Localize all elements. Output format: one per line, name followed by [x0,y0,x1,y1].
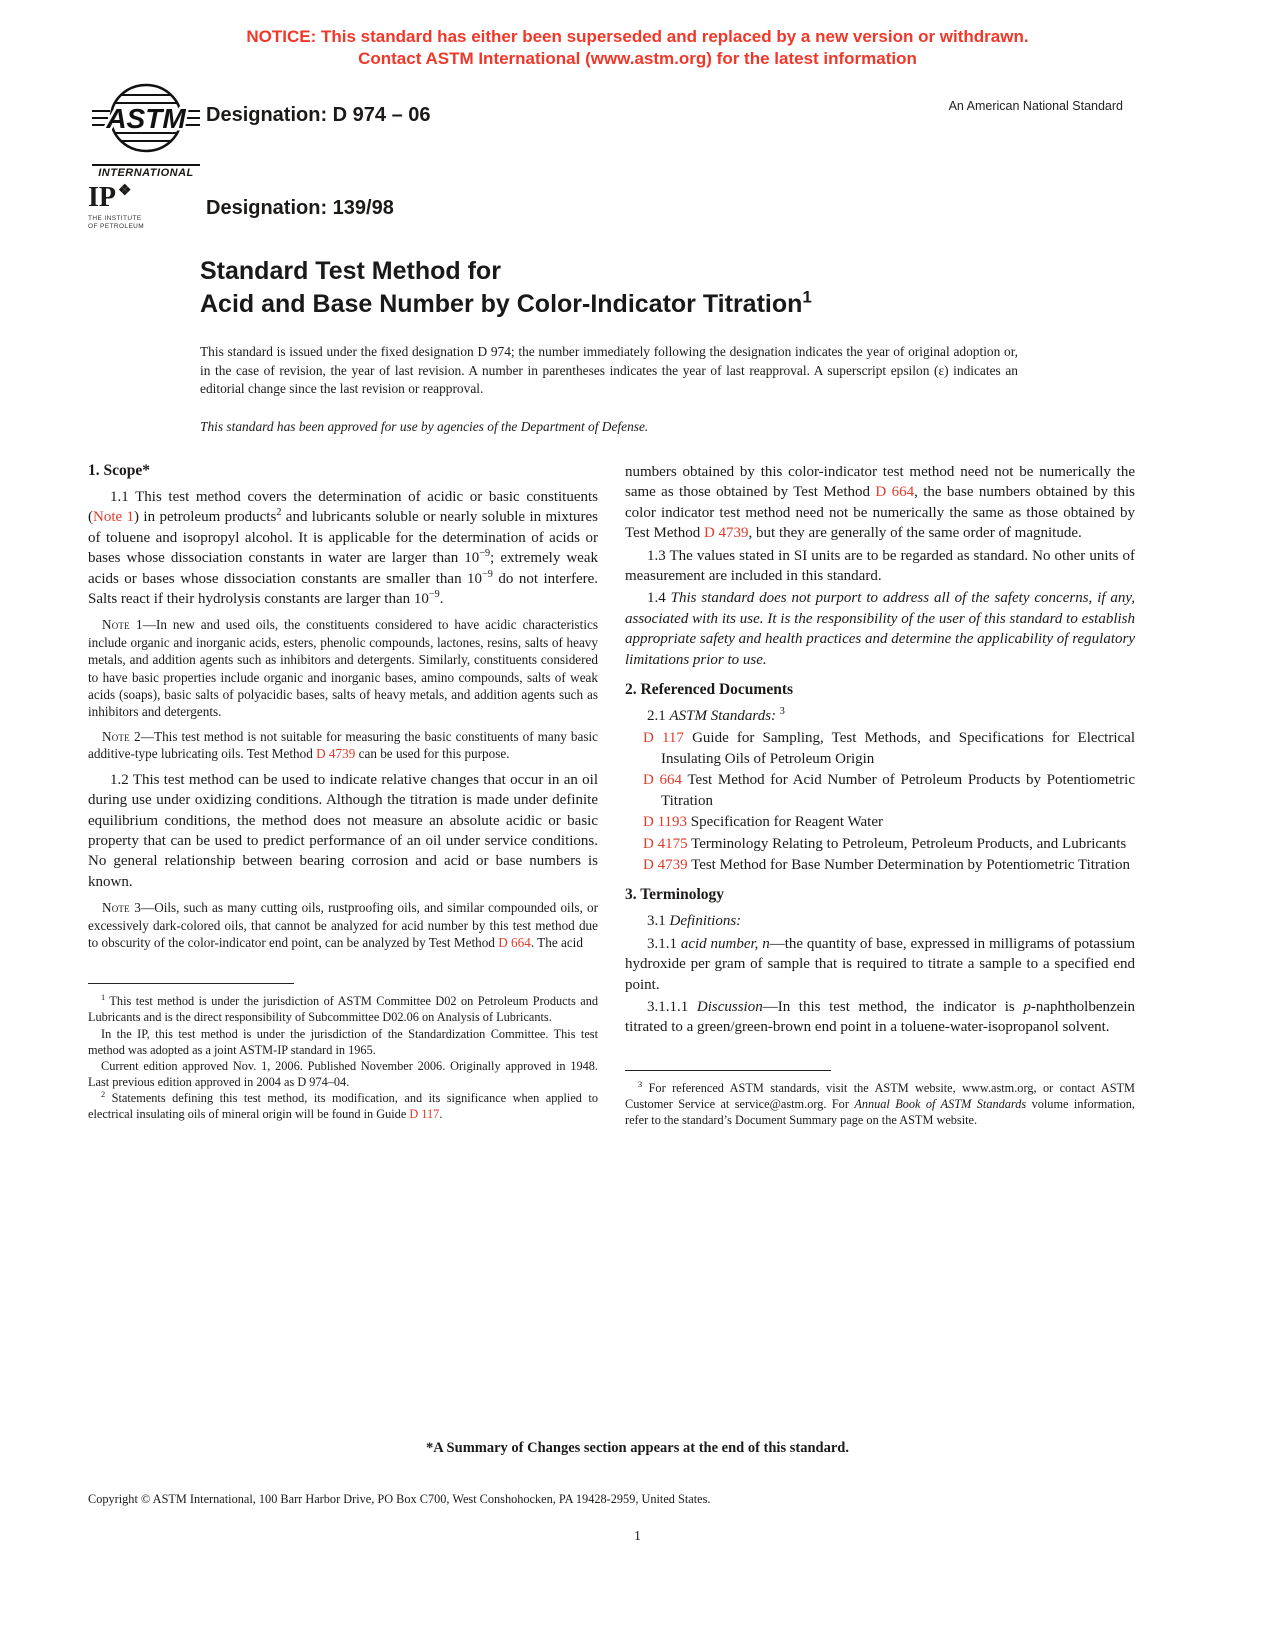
document-title [200,255,812,321]
title-line-2 [200,288,812,321]
superscript: −9 [479,548,491,560]
text-segment: —the quantity of base, expressed in milligrams of potassium hydroxide per gram of sample that is required to titrate a sample to a specified end point. [625,935,1135,993]
ip-logo [88,184,144,231]
text-segment: ) in petroleum products [134,509,277,526]
supersession-notice [0,26,1275,70]
footnotes-left [88,983,598,1122]
note-label: Note 1 [102,617,143,633]
italic-text: p [1023,998,1031,1015]
national-standard-label: An American National Standard [948,99,1123,113]
paragraph-note3-continuation [625,462,1135,544]
text-segment: This test method is under the jurisdiction of ASTM Committee D02 on Petroleum Products and Lubricants and is the direct responsibility of Subcommittee D02.06 on Analysis of Lubricants. [88,994,598,1025]
text-segment: and lubricants soluble or nearly soluble in mixtures of toluene and isopropyl alcohol. It is applicable for the determination of acids or bases whose dissociation constants in water are larger than 10 [88,509,598,567]
footnote-1-continuation-edition: Current edition approved Nov. 1, 2006. Published November 2006. Originally approved in 1948. Last previous edition approved in 2004 as D 974–04. [88,1058,598,1089]
text-segment: . [439,591,444,608]
referenced-doc-item-d117 [625,728,1135,769]
right-column [625,462,1135,1128]
text-segment: Terminology Relating to Petroleum, Petroleum Products, and Lubricants [687,835,1127,852]
footnote-1 [88,993,598,1025]
dod-approval-note: This standard has been approved for use by agencies of the Department of Defense. [200,419,649,434]
heading-referenced-documents: 2. Referenced Documents [625,681,794,699]
paragraph-3-1-1-1 [625,997,1135,1038]
text-segment: 3.1.1.1 [647,998,697,1015]
note-3 [88,899,598,951]
two-column-body [88,462,1135,1128]
superscript: 3 [779,706,785,718]
text-segment: Specification for Reagent Water [687,814,883,831]
text-segment: , the base numbers obtained by this color indicator test method need not be numerically the same as those obtained by Test Method [625,484,1135,542]
footnote-rule [625,1070,831,1071]
paragraph-3-1-1 [625,934,1135,995]
ip-institute-label [88,215,144,231]
note-2 [88,728,598,763]
note-1 [88,616,598,720]
designation-astm: Designation: D 974 – 06 [206,104,431,126]
text-segment: —Oils, such as many cutting oils, rustproofing oils, and similar compounded oils, or excessively dark-colored oils, that cannot be analyzed for acid number by this test method due to obscurity of the color-indicator end point, can be analyzed by Test Method [88,900,598,950]
standard-ref-link[interactable]: D 4739 [316,746,356,762]
astm-logo-text: ASTM [106,103,186,134]
heading-scope: 1. Scope* [88,462,150,479]
standard-ref-link[interactable]: Note 1 [93,509,135,526]
paragraph-1-3: 1.3 The values stated in SI units are to be regarded as standard. No other units of measurement are included in this standard. [625,547,1135,585]
standard-ref-link[interactable]: D 664 [875,484,915,501]
astm-logo [92,82,200,179]
referenced-doc-item-d4739 [625,855,1135,875]
heading-terminology: 3. Terminology [625,886,725,904]
superscript: −9 [482,568,493,580]
text-segment: 1.1 This test method covers the determination of acidic or basic constituents ( [88,489,598,526]
referenced-doc-item-d1193 [625,812,1135,832]
footnotes-right [625,1070,1135,1128]
page-number: 1 [634,1528,641,1543]
ip-logo-text: IP [88,182,116,213]
note-label: Note 2 [102,728,141,744]
notice-line-2: Contact ASTM International (www.astm.org) for the latest information [358,49,917,68]
italic-text: ASTM Standards: [669,708,777,725]
standard-ref-link[interactable]: D 117 [409,1107,440,1121]
standard-ref-link[interactable]: D 117 [643,730,684,747]
superscript: 2 [101,1089,106,1099]
text-segment: . The acid [530,934,583,950]
text-segment: , but they are generally of the same order of magnitude. [748,525,1082,542]
ip-mark-icon: ❖ [118,183,132,199]
referenced-doc-item-d4175 [625,834,1135,854]
title-line-1: Standard Test Method for [200,257,501,285]
paragraph-1-2: 1.2 This test method can be used to indicate relative changes that occur in an oil during use under oxidizing conditions. Although the titration is made under definite equilibrium conditions, the method does not measure an absolute acidic or basic property that can be used to predict performance of an oil under service conditions. No general relationship between bearing corrosion and acid or base numbers is known. [88,771,598,890]
italic-text: Discussion [696,998,763,1015]
text-segment: -naphtholbenzein titrated to a green/green-brown end point in a toluene-water-isopropanol solvent. [625,998,1135,1036]
footnote-rule [88,983,294,984]
standard-ref-link[interactable]: D 4175 [643,835,688,852]
superscript: 1 [802,287,812,307]
standard-ref-link[interactable]: D 664 [643,772,683,789]
standard-ref-link[interactable]: D 664 [498,934,531,950]
issue-statement: This standard is issued under the fixed designation D 974; the number immediately following the designation indicates the year of original adoption or, in the case of revision, the year of last revision. A number in parentheses indicates the year of last reapproval. A superscript epsilon (ε) indicates an editorial change since the last revision or reapproval. [200,344,1018,396]
italic-text: acid number, n [680,935,770,952]
text-segment: ; extremely weak acids or bases whose dissociation constants are smaller than 10 [88,550,598,587]
text-segment: numbers obtained by this color-indicator test method need not be numerically the same as those obtained by Test Method [625,464,1135,501]
referenced-doc-item-d664 [625,770,1135,811]
copyright-line: Copyright © ASTM International, 100 Barr Harbor Drive, PO Box C700, West Conshohocken, PA 19428-2959, United States. [88,1492,711,1506]
astm-globe-icon [92,82,200,158]
text-segment: —In new and used oils, the constituents considered to have acidic characteristics include organic and inorganic acids, esters, phenolic compounds, lactones, resins, salts of heavy metals, and addition agents such as inhibitors and detergents. Similarly, constituents considered to have basic properties include organic and inorganic bases, amino compounds, salts of weak acids (soaps), basic salts of polyacidic bases, salts of heavy metals, and addition agents such as inhibitors and detergents. [88,617,598,720]
notice-line-1: NOTICE: This standard has either been superseded and replaced by a new version or withdrawn. [246,27,1029,46]
superscript: −9 [428,589,440,601]
standard-ref-link[interactable]: D 1193 [643,814,688,831]
ip-institute-line-1: THE INSTITUTE [88,215,142,222]
paragraph-3-1 [625,911,1135,931]
standard-ref-link[interactable]: D 4739 [643,856,688,873]
left-column [88,462,598,1128]
ip-institute-line-2: OF PETROLEUM [88,223,145,230]
footnote-2 [88,1090,598,1122]
text-segment: Acid and Base Number by Color-Indicator Titration [200,290,803,318]
text-segment: can be used for this purpose. [355,746,510,762]
astm-international-label: INTERNATIONAL [92,164,200,179]
text-segment: 3.1.1 [647,935,681,952]
designation-ip: Designation: 139/98 [206,197,394,219]
standard-ref-link[interactable]: D 4739 [703,525,749,542]
text-segment: Guide for Sampling, Test Methods, and Specifications for Electrical Insulating Oils of Petroleum Origin [661,730,1135,767]
text-segment: —In this test method, the indicator is [762,998,1024,1015]
text-segment: Test Method for Base Number Determination by Potentiometric Titration [687,856,1130,873]
superscript: 3 [638,1079,643,1089]
text-segment: 1.4 [647,590,671,607]
text-segment: 2.1 [647,708,670,725]
text-segment: For referenced ASTM standards, visit the ASTM website, www.astm.org, or contact ASTM Customer Service at service@astm.org. For [625,1080,1135,1111]
superscript: 1 [101,993,106,1003]
text-segment: 3.1 [647,913,670,930]
paragraph-1-4 [625,588,1135,670]
summary-of-changes-note: *A Summary of Changes section appears at the end of this standard. [426,1440,849,1456]
superscript: 2 [276,507,282,519]
text-segment: —This test method is not suitable for measuring the basic constituents of many basic additive-type lubricating oils. Test Method [88,728,598,762]
text-segment: . [439,1107,443,1121]
italic-text: Definitions: [669,913,742,930]
paragraph-2-1 [625,706,1135,726]
text-segment: Test Method for Acid Number of Petroleum Products by Potentiometric Titration [661,772,1136,809]
italic-text: Annual Book of ASTM Standards [854,1096,1027,1111]
text-segment: volume information, refer to the standard’s Document Summary page on the ASTM website. [625,1096,1135,1127]
footnote-3 [625,1080,1135,1128]
ip-logo-row [88,184,144,212]
text-segment: Statements defining this test method, its modification, and its significance when applied to electrical insulating oils of mineral origin will be found in Guide [88,1090,598,1121]
paragraph-1-1 [88,487,598,609]
italic-text: This standard does not purport to address all of the safety concerns, if any, associated with its use. It is the responsibility of the user of this standard to establish appropriate safety and health practices and determine the applicability of regulatory limitations prior to use. [625,590,1136,668]
note-label: Note 3 [102,900,142,916]
text-segment: do not interfere. Salts react if their hydrolysis constants are larger than 10 [88,570,598,608]
footnote-1-continuation-ip: In the IP, this test method is under the jurisdiction of the Standardization Committee. This test method was adopted as a joint ASTM-IP standard in 1965. [88,1026,598,1057]
